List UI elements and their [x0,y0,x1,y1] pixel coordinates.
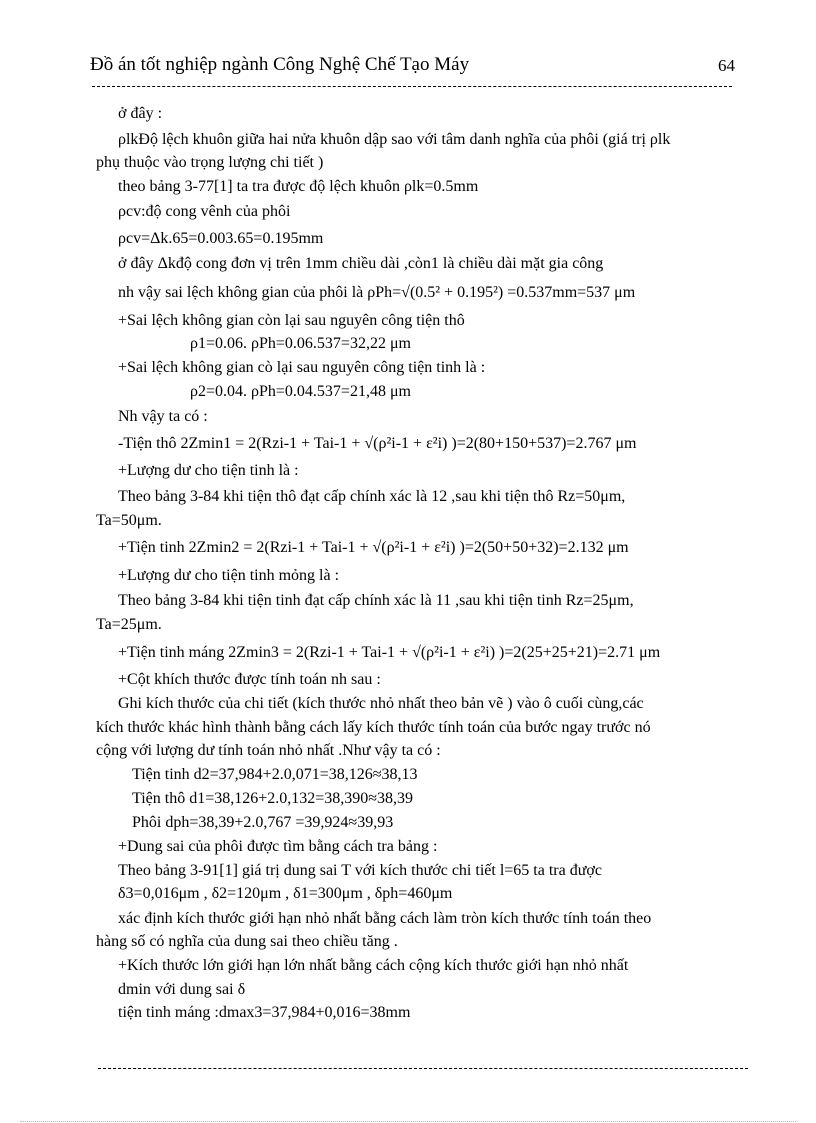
formula-line: -Tiện thô 2Zmin1 = 2(Rzi-1 + Tai-1 + √(ρ²i-1 + ε²i) )=2(80+150+537)=2.767 μm [118,435,637,452]
text-line: nh vậy sai lệch không gian của phôi là ρPh=√(0.5² + 0.195²) =0.537mm=537 μm [118,284,636,301]
text-line: dmin với dung sai δ [118,981,246,998]
text-line: Tiện thô d1=38,126+2.0,132=38,390≈38,39 [132,790,414,807]
text-line: theo bảng 3-77[1] ta tra được độ lệch khuôn ρlk=0.5mm [118,178,479,195]
text-line: ρ2=0.04. ρPh=0.04.537=21,48 μm [190,383,411,400]
text-line: ρcv:độ cong vênh của phôi [118,203,291,220]
text-line: ρcv=Δk.65=0.003.65=0.195mm [118,230,324,247]
text-line: Nh vậy ta có : [118,408,208,425]
text-line: +Dung sai của phôi được tìm bằng cách tra bảng : [118,838,438,855]
text-line: Ghi kích thước của chi tiết (kích thước nhỏ nhất theo bản vẽ ) vào ô cuối cùng,các [118,695,644,712]
text-line: +Sai lệch không gian cò lại sau nguyên công tiện tinh là : [118,359,486,376]
text-line: δ3=0,016μm , δ2=120μm , δ1=300μm , δph=460μm [118,885,453,902]
text-line: Ta=25μm. [96,616,162,633]
text-line: xác định kích thước giới hạn nhỏ nhất bằng cách làm tròn kích thước tính toán theo [118,910,652,927]
text-line: ở đây Δkđộ cong đơn vị trên 1mm chiều dài ,còn1 là chiều dài mặt gia công [118,255,604,272]
page-edge [20,1121,796,1122]
page-number: 64 [718,56,735,75]
header-divider [92,86,732,87]
formula-line: +Tiện tinh 2Zmin2 = 2(Rzi-1 + Tai-1 + √(ρ²i-1 + ε²i) )=2(50+50+32)=2.132 μm [118,539,629,556]
text-line: Theo bảng 3-84 khi tiện tinh đạt cấp chính xác là 11 ,sau khi tiện tinh Rz=25μm, [118,592,634,609]
text-line: +Sai lệch không gian còn lại sau nguyên công tiện thô [118,312,465,329]
text-line: Ta=50μm. [96,512,162,529]
text-line: Theo bảng 3-84 khi tiện thô đạt cấp chính xác là 12 ,sau khi tiện thô Rz=50μm, [118,488,626,505]
text-line: ở đây : [118,105,163,122]
text-line: Tiện tinh d2=37,984+2.0,071=38,126≈38,13 [132,766,418,783]
text-line: +Cột khích thước được tính toán nh sau : [118,671,381,688]
text-line: ρlkĐộ lệch khuôn giữa hai nửa khuôn dập sao với tâm danh nghĩa của phôi (giá trị ρlk [118,131,671,148]
text-line: kích thước khác hình thành bằng cách lấy kích thước tính toán của bước ngay trước nó [96,719,651,736]
text-line: Phôi dph=38,39+2.0,767 =39,924≈39,93 [132,814,394,831]
text-line: Theo bảng 3-91[1] giá trị dung sai T với kích thước chi tiết l=65 ta tra được [118,862,602,879]
text-line: cộng với lượng dư tính toán nhỏ nhất .Như vậy ta có : [96,742,441,759]
text-line: hàng số có nghĩa của dung sai theo chiều tăng . [96,933,398,950]
text-line: ρ1=0.06. ρPh=0.06.537=32,22 μm [190,335,411,352]
text-line: +Lượng dư cho tiện tinh là : [118,462,299,479]
text-line: +Lượng dư cho tiện tinh mỏng là : [118,567,340,584]
text-line: phụ thuộc vào trọng lượng chi tiết ) [96,154,324,171]
text-line: tiện tinh máng :dmax3=37,984+0,016=38mm [118,1004,411,1021]
text-line: +Kích thước lớn giới hạn lớn nhất bằng cách cộng kích thước giới hạn nhỏ nhất [118,957,629,974]
document-title: Đồ án tốt nghiệp ngành Công Nghệ Chế Tạo Máy [90,54,470,75]
formula-line: +Tiện tinh máng 2Zmin3 = 2(Rzi-1 + Tai-1 + √(ρ²i-1 + ε²i) )=2(25+25+21)=2.71 μm [118,644,661,661]
footer-divider [98,1068,748,1069]
